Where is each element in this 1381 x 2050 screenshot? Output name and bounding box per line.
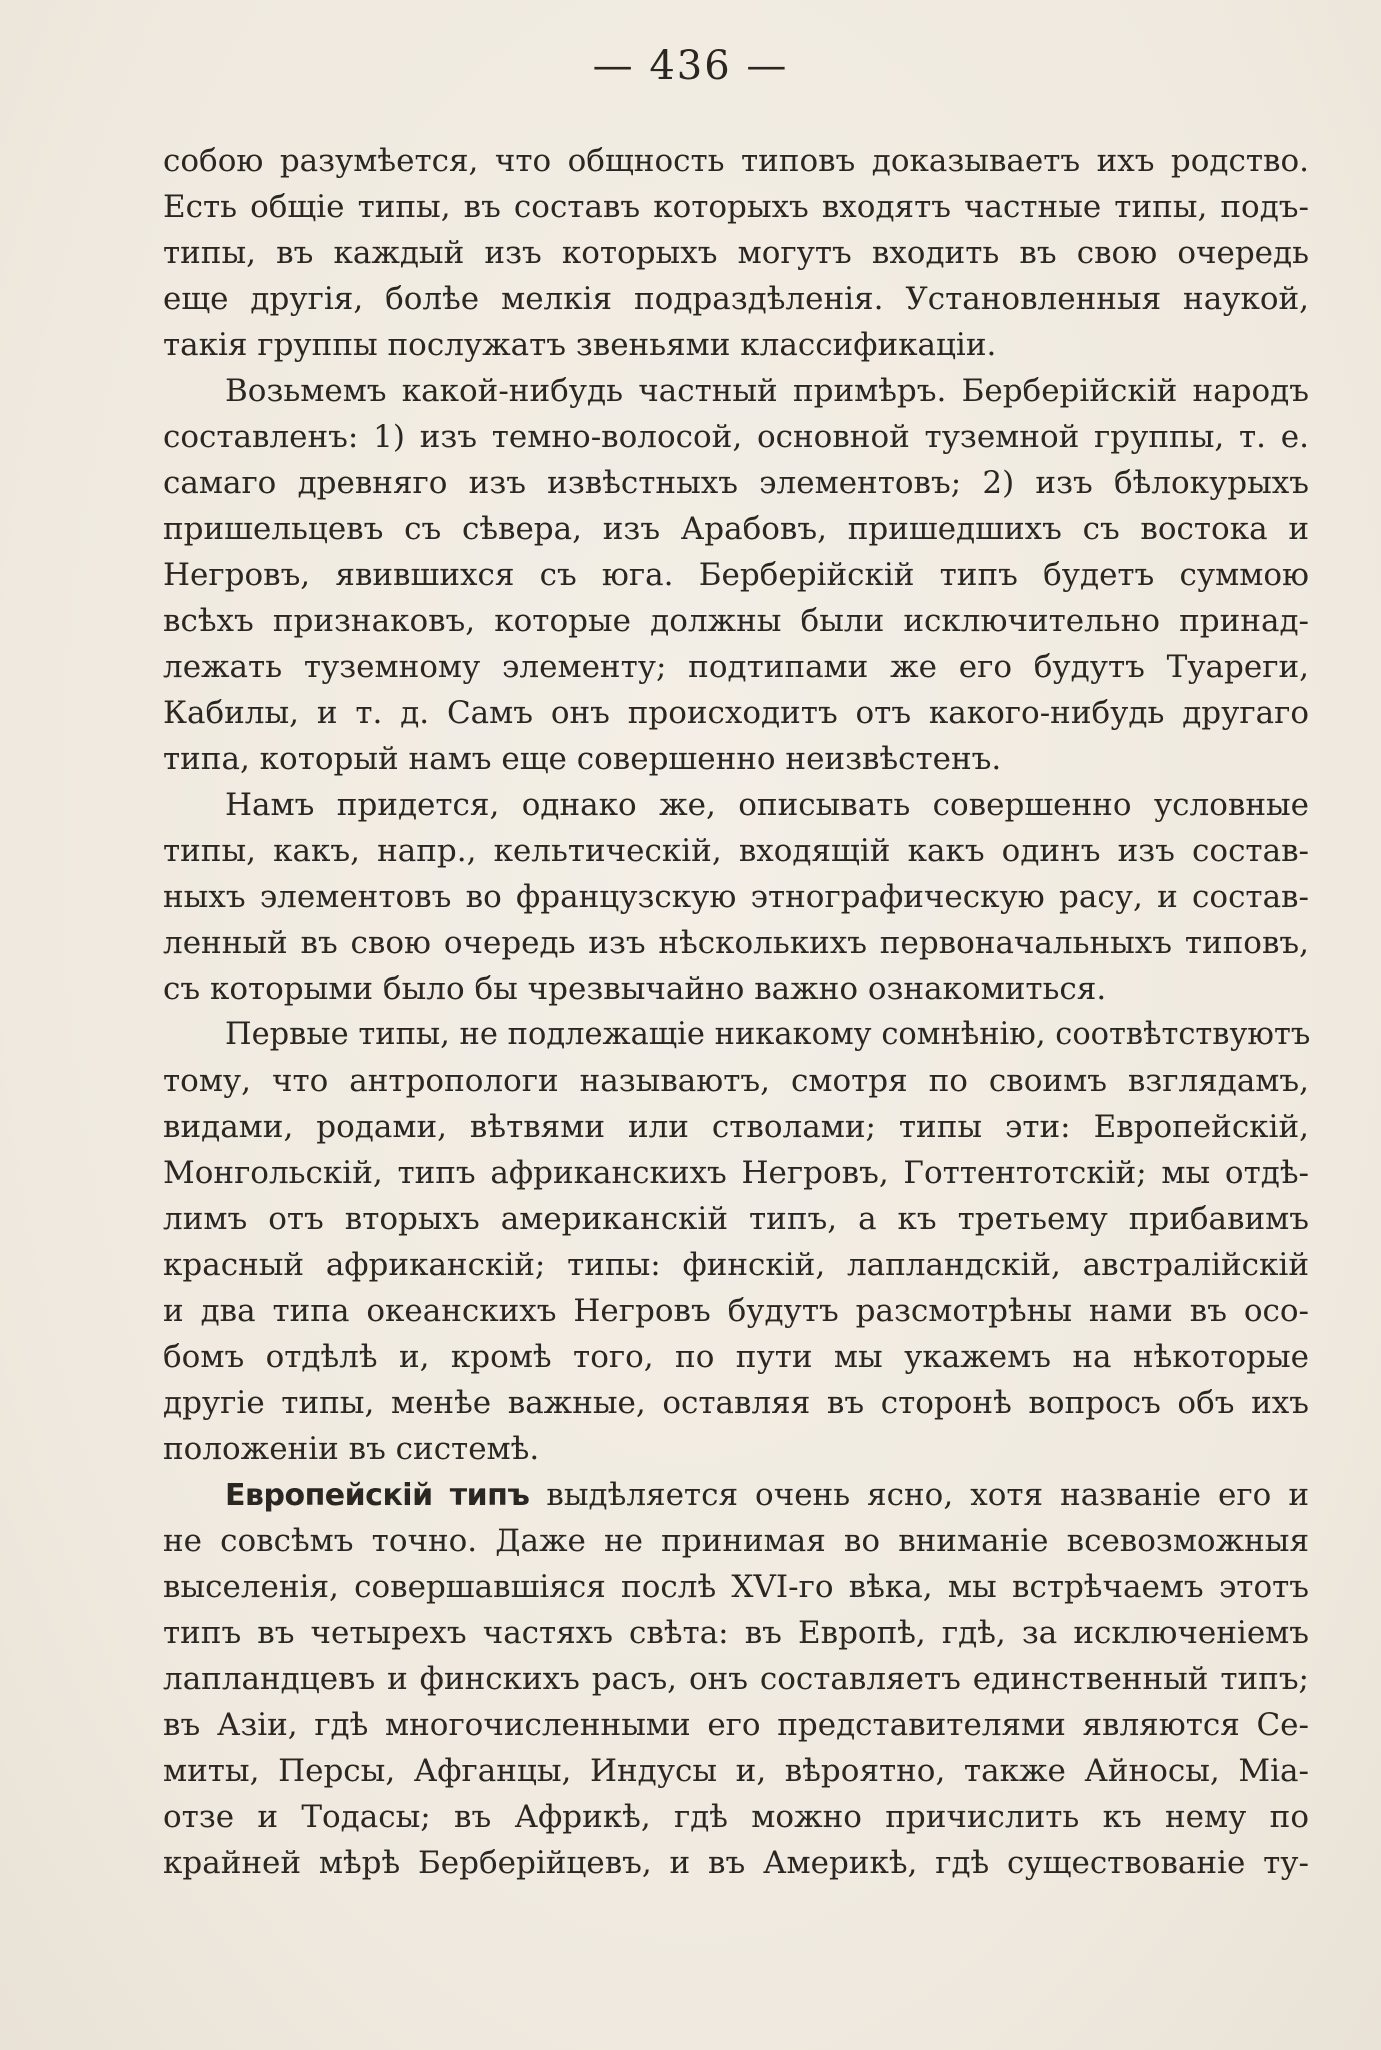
text-line: типа, который намъ еще совершенно неизвѣстенъ.: [163, 741, 1002, 777]
body-text: [163, 138, 1309, 1886]
text-line: лежать туземному элементу; подтипами же его будутъ Туареги,: [163, 649, 1309, 685]
paragraph-3: [163, 782, 1309, 1012]
text-line: красный африканскій; типы: финскій, лапландскій, австралійскій: [163, 1247, 1309, 1283]
text-line: лимъ отъ вторыхъ американскій типъ, а къ третьему прибавимъ: [163, 1201, 1309, 1237]
text-line: Намъ придется, однако же, описывать совершенно условные: [225, 787, 1309, 823]
paragraph-5: [163, 1472, 1309, 1886]
text-line: Негровъ, явившихся съ юга. Берберійскій типъ будетъ суммою: [163, 557, 1309, 593]
text-line: всѣхъ признаковъ, которые должны были исключительно принад-: [163, 603, 1309, 639]
bold-heading-term: Европейскій типъ: [225, 1478, 530, 1513]
text-line: ленный въ свою очередь изъ нѣсколькихъ первоначальныхъ типовъ,: [163, 925, 1309, 961]
text-line: еще другія, болѣе мелкія подраздѣленія. Установленныя наукой,: [163, 281, 1309, 317]
text-line: Кабилы, и т. д. Самъ онъ происходитъ отъ какого-нибудь другаго: [163, 695, 1309, 731]
text-line: Возьмемъ какой-нибудь частный примѣръ. Берберійскій народъ: [225, 373, 1309, 409]
text-line: выселенія, совершавшіяся послѣ XVI-го вѣка, мы встрѣчаемъ этотъ: [163, 1569, 1309, 1605]
page-number: — 436 —: [592, 43, 789, 89]
text-line: бомъ отдѣлѣ и, кромѣ того, по пути мы укажемъ на нѣкоторые: [163, 1339, 1309, 1375]
text-line: типы, въ каждый изъ которыхъ могутъ входить въ свою очередь: [163, 235, 1309, 271]
text-line: ныхъ элементовъ во французскую этнографическую расу, и состав-: [163, 879, 1309, 915]
text-line: крайней мѣрѣ Берберійцевъ, и въ Америкѣ, гдѣ существованіе ту-: [163, 1845, 1309, 1881]
text-line: не совсѣмъ точно. Даже не принимая во вниманіе всевозможныя: [163, 1523, 1309, 1559]
text-line: отзе и Тодасы; въ Африкѣ, гдѣ можно причислить къ нему по: [163, 1799, 1309, 1835]
text-line: составленъ: 1) изъ темно-волосой, основной туземной группы, т. е.: [163, 419, 1309, 455]
text-line: и два типа океанскихъ Негровъ будутъ разсмотрѣны нами въ осо-: [163, 1293, 1309, 1329]
text-line: лапландцевъ и финскихъ расъ, онъ составляетъ единственный типъ;: [163, 1661, 1309, 1697]
text-line: типъ въ четырехъ частяхъ свѣта: въ Европѣ, гдѣ, за исключеніемъ: [163, 1615, 1309, 1651]
paragraph-2: [163, 368, 1309, 782]
text-line: самаго древняго изъ извѣстныхъ элементовъ; 2) изъ бѣлокурыхъ: [163, 465, 1309, 501]
text-line: собою разумѣется, что общность типовъ доказываетъ ихъ родство.: [163, 143, 1309, 179]
text-line: миты, Персы, Афганцы, Индусы и, вѣроятно, также Айносы, Міа-: [163, 1753, 1309, 1789]
text-line: видами, родами, вѣтвями или стволами; типы эти: Европейскій,: [163, 1109, 1309, 1145]
text-line: Монгольскій, типъ африканскихъ Негровъ, Готтентотскій; мы отдѣ-: [163, 1155, 1309, 1191]
text-line: Первые типы, не подлежащіе никакому сомнѣнію, соотвѣтствуютъ: [225, 1017, 1311, 1052]
paragraph-4: [163, 1012, 1309, 1472]
text-line: другіе типы, менѣе важные, оставляя въ сторонѣ вопросъ объ ихъ: [163, 1385, 1309, 1421]
text-line: въ Азіи, гдѣ многочисленными его представителями являются Се-: [163, 1707, 1309, 1743]
text-line: тому, что антропологи называютъ, смотря по своимъ взглядамъ,: [163, 1063, 1309, 1099]
paragraph-1: [163, 138, 1309, 368]
text-line: типы, какъ, напр., кельтическій, входящій какъ одинъ изъ состав-: [163, 833, 1309, 869]
text-line: пришельцевъ съ сѣвера, изъ Арабовъ, пришедшихъ съ востока и: [163, 511, 1309, 547]
text-line: Есть общіе типы, въ составъ которыхъ входятъ частные типы, подъ-: [163, 189, 1309, 225]
text-line: съ которыми было бы чрезвычайно важно ознакомиться.: [163, 971, 1107, 1007]
text-line: положеніи въ системѣ.: [163, 1431, 540, 1467]
text-line: такія группы послужатъ звеньями классификаціи.: [163, 327, 997, 363]
text-run: выдѣляется очень ясно, хотя названіе его и: [529, 1477, 1309, 1513]
text-line: [163, 1472, 1309, 1518]
